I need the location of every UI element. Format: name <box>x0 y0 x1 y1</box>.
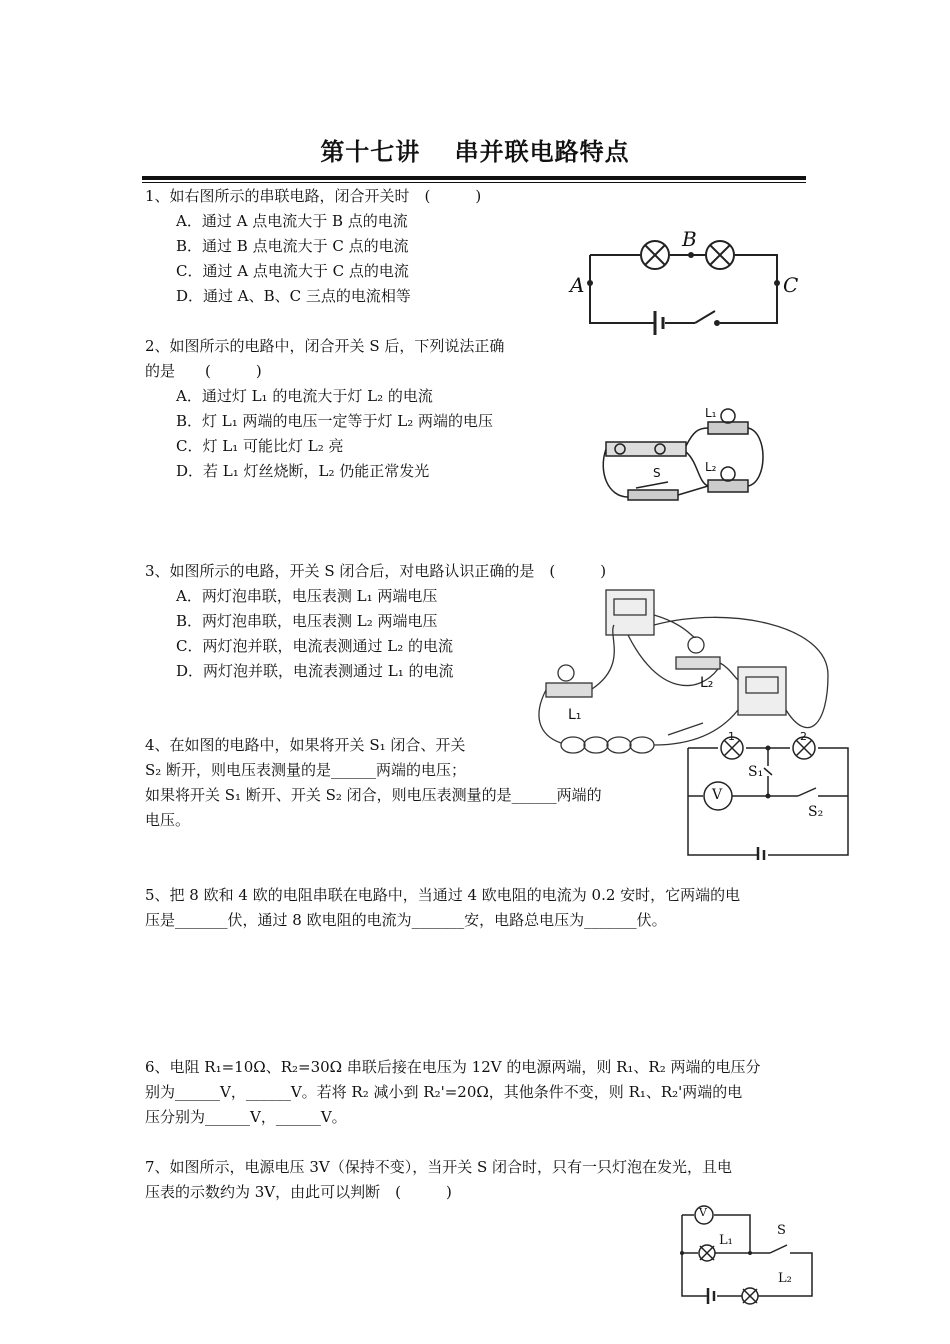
q1-stem: 1、如右图所示的串联电路，闭合开关时 ( ) <box>145 187 482 205</box>
q7-label-v: V <box>699 1206 707 1219</box>
q1-label-c: C <box>783 273 799 297</box>
q7-line2: 压表的示数约为 3V，由此可以判断 ( ) <box>145 1183 452 1201</box>
q2-physical-circuit-figure <box>598 402 773 510</box>
title-rule-thick <box>142 176 806 180</box>
q4-line1: 4、在如图的电路中，如果将开关 S₁ 闭合、开关 <box>145 736 466 754</box>
q2-label-l1: L₁ <box>705 406 717 420</box>
q4-line2: S₂ 断开，则电压表测量的是______两端的电压； <box>145 761 467 779</box>
q7-line1: 7、如图所示，电源电压 3V（保持不变），当开关 S 闭合时，只有一只灯泡在发光，且电 <box>145 1158 733 1176</box>
q3-option-a: A．两灯泡串联，电压表测 L₁ 两端电压 <box>176 587 438 605</box>
q2-label-s: S <box>653 466 661 480</box>
title-rule-thin <box>142 182 806 183</box>
q6-line1: 6、电阻 R₁=10Ω、R₂=30Ω 串联后接在电压为 12V 的电源两端，则 R₁、R₂ 两端的电压分 <box>145 1058 761 1076</box>
q4-line4: 电压。 <box>145 811 191 829</box>
q7-label-s: S <box>777 1223 786 1238</box>
q3-option-b: B．两灯泡串联，电压表测 L₂ 两端电压 <box>176 612 438 630</box>
q2-option-a: A．通过灯 L₁ 的电流大于灯 L₂ 的电流 <box>176 387 433 405</box>
q4-label-lamp2: 2 <box>800 730 807 743</box>
q4-label-s2: S₂ <box>808 804 824 820</box>
q6-line3: 压分别为______V，______V。 <box>145 1108 347 1126</box>
q1-label-a: A <box>570 273 585 297</box>
q3-option-c: C．两灯泡并联，电流表测通过 L₂ 的电流 <box>176 637 453 655</box>
q2-stem-line1: 2、如图所示的电路中，闭合开关 S 后，下列说法正确 <box>145 337 505 355</box>
q1-option-b: B．通过 B 点电流大于 C 点的电流 <box>176 237 409 255</box>
q7-label-l2: L₂ <box>778 1271 792 1286</box>
q1-circuit-figure <box>565 225 805 335</box>
q1-label-b: B <box>682 227 697 251</box>
q4-line3: 如果将开关 S₁ 断开、开关 S₂ 闭合，则电压表测量的是______两端的 <box>145 786 602 804</box>
q5-line2: 压是_______伏，通过 8 欧电阻的电流为_______安，电路总电压为_______伏。 <box>145 911 667 929</box>
q2-stem-line2: 的是 ( ) <box>145 362 262 380</box>
q3-label-l1: L₁ <box>568 707 582 723</box>
q2-option-b: B．灯 L₁ 两端的电压一定等于灯 L₂ 两端的电压 <box>176 412 494 430</box>
q4-circuit-figure <box>668 730 850 860</box>
q2-option-c: C．灯 L₁ 可能比灯 L₂ 亮 <box>176 437 344 455</box>
q2-option-d: D．若 L₁ 灯丝烧断，L₂ 仍能正常发光 <box>176 462 430 480</box>
q2-label-l2: L₂ <box>705 460 717 474</box>
q6-line2: 别为______V，______V。若将 R₂ 减小到 R₂'=20Ω，其他条件不变，则 R₁、R₂'两端的电 <box>145 1083 743 1101</box>
q3-label-l2: L₂ <box>700 675 714 691</box>
q7-circuit-figure <box>672 1203 820 1313</box>
q4-label-lamp1: 1 <box>728 730 735 743</box>
q1-option-a: A．通过 A 点电流大于 B 点的电流 <box>176 212 408 230</box>
page-title: 第十七讲 串并联电路特点 <box>320 138 630 166</box>
q7-label-l1: L₁ <box>719 1233 733 1248</box>
q5-line1: 5、把 8 欧和 4 欧的电阻串联在电路中，当通过 4 欧电阻的电流为 0.2 安时，它两端的电 <box>145 886 741 904</box>
q4-label-s1: S₁ <box>748 764 764 780</box>
q1-option-d: D．通过 A、B、C 三点的电流相等 <box>176 287 411 305</box>
q1-option-c: C．通过 A 点电流大于 C 点的电流 <box>176 262 409 280</box>
q4-label-v: V <box>712 787 723 803</box>
q3-option-d: D．两灯泡并联，电流表测通过 L₁ 的电流 <box>176 662 454 680</box>
q3-stem: 3、如图所示的电路，开关 S 闭合后，对电路认识正确的是 ( ) <box>145 562 607 580</box>
